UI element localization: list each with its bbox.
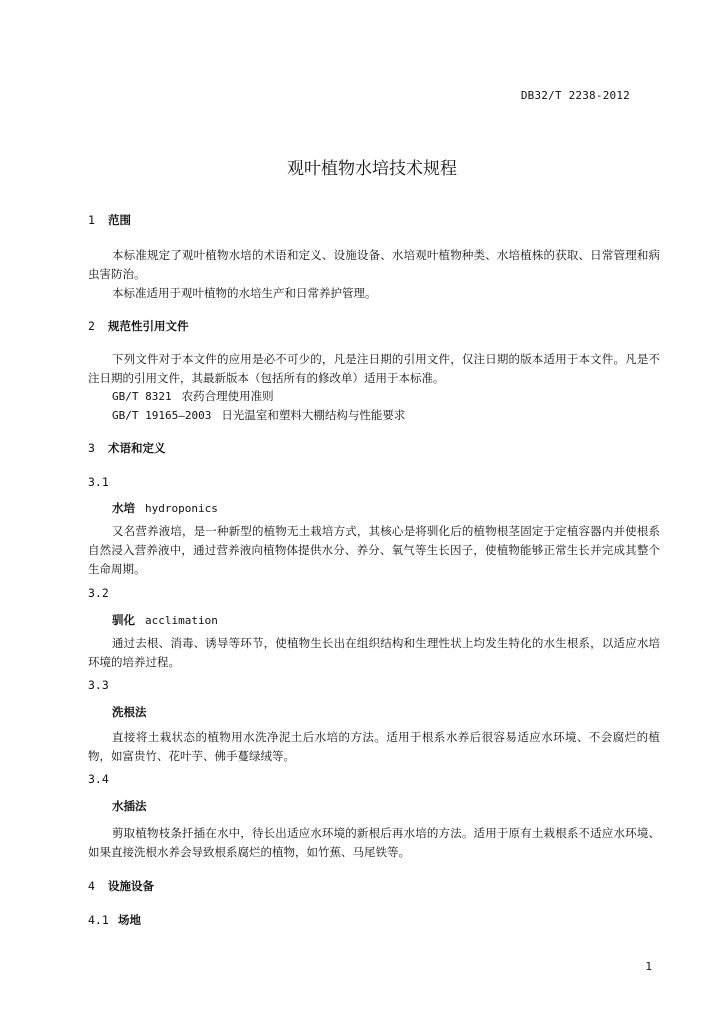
term-definition: 直接将土栽状态的植物用水洗净泥土后水培的方法。适用于根系水养后很容易适应水环境、不会腐烂的植物，如富贵竹、花叶芋、佛手蔓绿绒等。	[88, 730, 660, 763]
reference-item	[112, 407, 405, 423]
subsection-heading-site	[88, 912, 141, 928]
section-title: 设施设备	[108, 879, 154, 893]
reference-title: 日光温室和塑料大棚结构与性能要求	[221, 408, 406, 422]
term-zh: 水培	[112, 501, 135, 515]
term-definition: 剪取植物枝条扦插在水中，待长出适应水环境的新根后再水培的方法。适用于原有土栽根系不适应水环境、如果直接洗根水养会导致根系腐烂的植物，如竹蕉、马尾铁等。	[88, 826, 660, 859]
term-en: hydroponics	[145, 502, 218, 515]
term-entry	[112, 612, 218, 628]
term-number: 3.1	[88, 475, 109, 489]
term-number: 3.4	[88, 772, 109, 786]
page-number: 1	[645, 960, 652, 973]
section-heading-terms	[88, 440, 166, 456]
section-number: 3	[88, 441, 95, 455]
subsection-title: 场地	[118, 913, 141, 927]
section-number: 1	[88, 213, 95, 227]
term-zh: 驯化	[112, 613, 135, 627]
reference-code: GB/T 8321	[112, 390, 172, 403]
term-definition: 又名营养液培，是一种新型的植物无土栽培方式，其核心是将驯化后的植物根茎固定于定植容器内并使根系自然浸入营养液中，通过营养液向植物体提供水分、养分、氧气等生长因子，使植物能够正常生长并完成其整个生命周期。	[88, 524, 660, 576]
standard-code: DB32/T 2238-2012	[520, 89, 630, 102]
section-number: 2	[88, 319, 95, 333]
term-number: 3.3	[88, 678, 109, 692]
section-heading-scope	[88, 212, 131, 228]
reference-item	[112, 388, 274, 404]
term-number: 3.2	[88, 586, 109, 600]
reference-title: 农药合理使用准则	[181, 389, 274, 403]
section-title: 规范性引用文件	[108, 319, 189, 333]
term-entry	[112, 798, 147, 814]
term-definition: 通过去根、消毒、诱导等环节，使植物生长出在组织结构和生理性状上均发生特化的水生根系，以适应水培环境的培养过程。	[88, 636, 660, 669]
section-number: 4	[88, 879, 95, 893]
paragraph: 下列文件对于本文件的应用是必不可少的，凡是注日期的引用文件，仅注日期的版本适用于本文件。凡是不注日期的引用文件，其最新版本（包括所有的修改单）适用于本标准。	[88, 352, 660, 385]
section-title: 范围	[108, 213, 131, 227]
document-title: 观叶植物水培技术规程	[287, 159, 457, 179]
section-heading-normative-references	[88, 318, 189, 334]
term-zh: 水插法	[112, 799, 147, 813]
section-title: 术语和定义	[108, 441, 166, 455]
reference-code: GB/T 19165—2003	[112, 409, 212, 422]
term-entry	[112, 500, 218, 516]
term-zh: 洗根法	[112, 705, 147, 719]
paragraph: 本标准规定了观叶植物水培的术语和定义、设施设备、水培观叶植物种类、水培植株的获取、日常管理和病虫害防治。	[88, 248, 660, 281]
section-heading-facilities	[88, 878, 154, 894]
term-entry	[112, 704, 147, 720]
paragraph: 本标准适用于观叶植物的水培生产和日常养护管理。	[112, 286, 377, 300]
subsection-number: 4.1	[88, 913, 109, 927]
term-en: acclimation	[145, 614, 218, 627]
